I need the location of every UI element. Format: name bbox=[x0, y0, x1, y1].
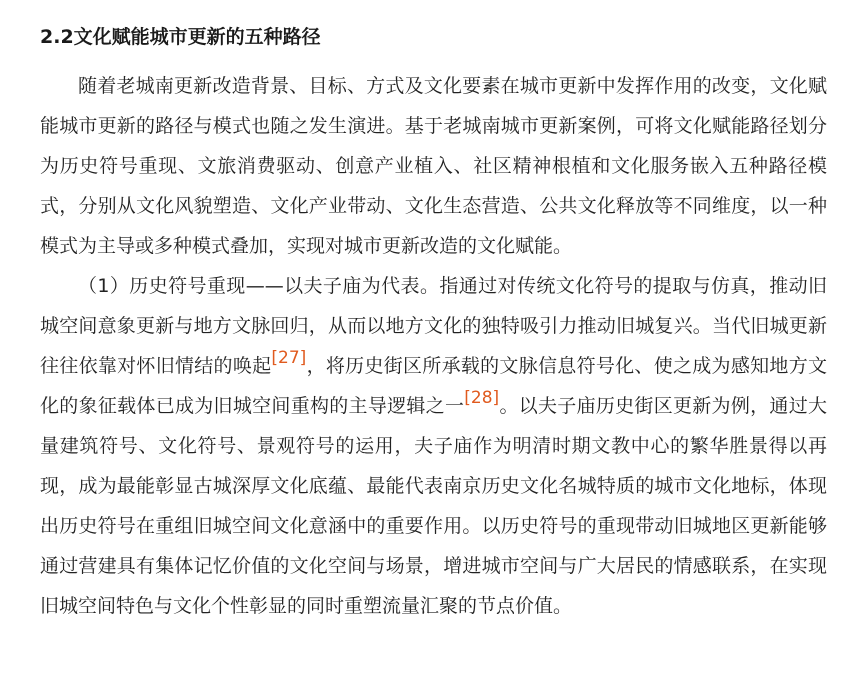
section-title: 2.2文化赋能城市更新的五种路径 bbox=[40, 26, 321, 48]
paragraph-text-segment-3: 。以夫子庙历史街区更新为例，通过大量建筑符号、文化符号、景观符号的运用，夫子庙作为明清时期文教中心的繁华胜景得以再现，成为最能彰显古城深厚文化底蕴、最能代表南京历史文化名城特质的城市文化地标，体现出历史符号在重组旧城空间文化意涵中的重要作用。以历史符号的重现带动旧城地区更新能够通过营建具有集体记忆价值的文化空间与场景，增进城市空间与广大居民的情感联系，在实现旧城空间特色与文化个性彰显的同时重塑流量汇聚的节点价值。 bbox=[40, 395, 827, 617]
paragraph-intro: 随着老城南更新改造背景、目标、方式及文化要素在城市更新中发挥作用的改变，文化赋能城市更新的路径与模式也随之发生演进。基于老城南城市更新案例，可将文化赋能路径划分为历史符号重现、文旅消费驱动、创意产业植入、社区精神根植和文化服务嵌入五种路径模式，分别从文化风貌塑造、文化产业带动、文化生态营造、公共文化释放等不同维度，以一种模式为主导或多种模式叠加，实现对城市更新改造的文化赋能。 bbox=[40, 75, 827, 257]
paragraph-historical-symbols bbox=[40, 266, 827, 626]
paragraph-text-segment-1: （1）历史符号重现——以夫子庙为代表。指通过对传统文化符号的提取与仿真，推动旧城空间意象更新与地方文脉回归，从而以地方文化的独特吸引力推动旧城复兴。当代旧城更新往往依靠对怀旧情结的唤起 bbox=[40, 275, 827, 377]
citation-link-27[interactable]: [27] bbox=[271, 347, 307, 368]
paragraph-text-segment-2: ，将历史街区所承载的文脉信息符号化、使之成为感知地方文化的象征载体已成为旧城空间重构的主导逻辑之一 bbox=[40, 355, 827, 417]
citation-link-28[interactable]: [28] bbox=[464, 387, 500, 408]
